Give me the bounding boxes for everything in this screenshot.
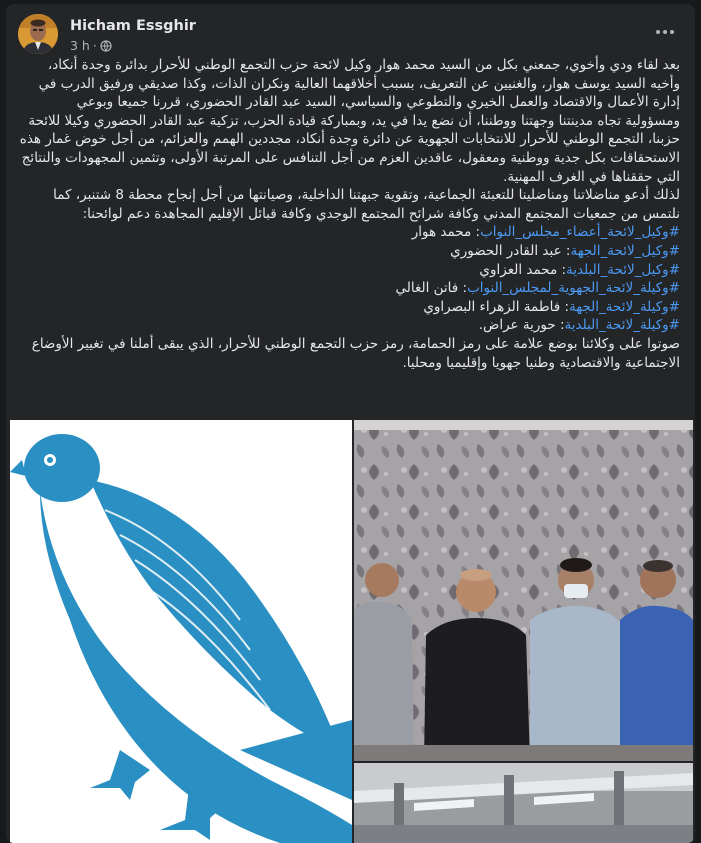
hashtag-link[interactable]: #وكيل_لائحة_البلدية (566, 261, 680, 278)
author-avatar[interactable] (18, 14, 58, 54)
hashtag-link[interactable]: #وكيلة_لائحة_البلدية (564, 317, 680, 334)
post-header (18, 14, 683, 60)
photo-grid (6, 416, 695, 843)
candidate-name: : محمد العزاوي (479, 261, 567, 278)
candidate-name: : عبد القادر الحضوري (450, 242, 571, 259)
candidate-line (18, 242, 680, 261)
more-horizontal-icon (656, 30, 660, 34)
candidate-name: : حورية عراض. (478, 317, 565, 334)
post-paragraph-1: بعد لقاء ودي وأخوي، جمعني بكل من السيد محمد هوار وكيل لائحة حزب التجمع الوطني للأحرار بدائرة وجدة أنكاد، وأخيه السيد يوسف هوار، والغنيين عن التعريف، بسبب أخلاقهما العالية ونكران الذات، وكذا صديقي ورفيق الدرب في إدارة الأعمال والاقتصاد والعمل الخيري والتطوعي والسياسي، السيد عبد القادر الحضوري، قررنا جميعا وبوعي ومسؤولية تجاه مدينتنا وجهتنا ووطننا، أن نضع يدا في يد، وبمباركة قيادة الحزب، تزكية عبد القادر الحضوري وكيلا للائحة حزبنا، التجمع الوطني للأحرار للانتخابات الجهوية عن دائرة وجدة أنكاد، مجددين الهمم والعزائم، من أجل خوض غمار هذه الاستحقاقات بكل جدية ووطنية ومعقول، عاقدين العزم من أجل التنافس على المرتبة الأولى، وتثمين المجهودات والنتائج التي حققناها في الغرف المهنية. (19, 57, 680, 185)
candidate-line (18, 316, 680, 335)
author-name[interactable]: Hicham Essghir (70, 18, 196, 34)
candidate-line (18, 298, 680, 317)
candidate-line (18, 261, 680, 280)
dove-logo-photo[interactable] (10, 420, 352, 843)
candidate-name: : فاطمة الزهراء البصراوي (423, 298, 569, 315)
meta-separator: · (92, 38, 97, 53)
globe-icon (100, 40, 112, 52)
hashtag-link[interactable]: #وكيلة_لائحة_الجهوية_لمجلس_النواب (467, 280, 680, 297)
candidate-name: : فاتن الغالي (395, 280, 468, 297)
post-meta (70, 38, 112, 53)
candidate-line (18, 279, 680, 298)
hashtag-link[interactable]: #وكيل_لائحة_أعضاء_مجلس_النواب (480, 224, 680, 241)
candidate-name: : محمد هوار (411, 224, 481, 241)
post-card (6, 4, 695, 843)
post-closing: صوتوا على وكلائنا بوضع علامة على رمز الحمامة، رمز حزب التجمع الوطني للأحرار، الذي يبقى أملنا في تغيير الأوضاع الاجتماعية والاقتصادية وطنيا جهويا وإقليميا ومحليا. (31, 335, 680, 371)
group-photo[interactable] (354, 420, 693, 761)
hashtag-link[interactable]: #وكيل_لائحة_الجهة (570, 242, 680, 259)
more-options-button[interactable] (651, 22, 679, 42)
post-time[interactable]: 3 h (70, 38, 90, 53)
hashtag-link[interactable]: #وكيلة_لائحة_الجهة (569, 298, 680, 315)
post-text (18, 56, 680, 372)
candidate-line (18, 223, 680, 242)
post-paragraph-2: لذلك أدعو مناضلاتنا ومناضلينا للتعبئة الجماعية، وتقوية جبهتنا الداخلية، وصيانتها من أجل إنجاح محطة 8 شتنبر، كما نلتمس من جمعيات المجتمع المدني وكافة شرائح المجتمع الوجدي وكافة قبائل الإقليم المجاهدة دعم لوائحنا: (53, 187, 680, 222)
hall-photo[interactable] (354, 763, 693, 843)
